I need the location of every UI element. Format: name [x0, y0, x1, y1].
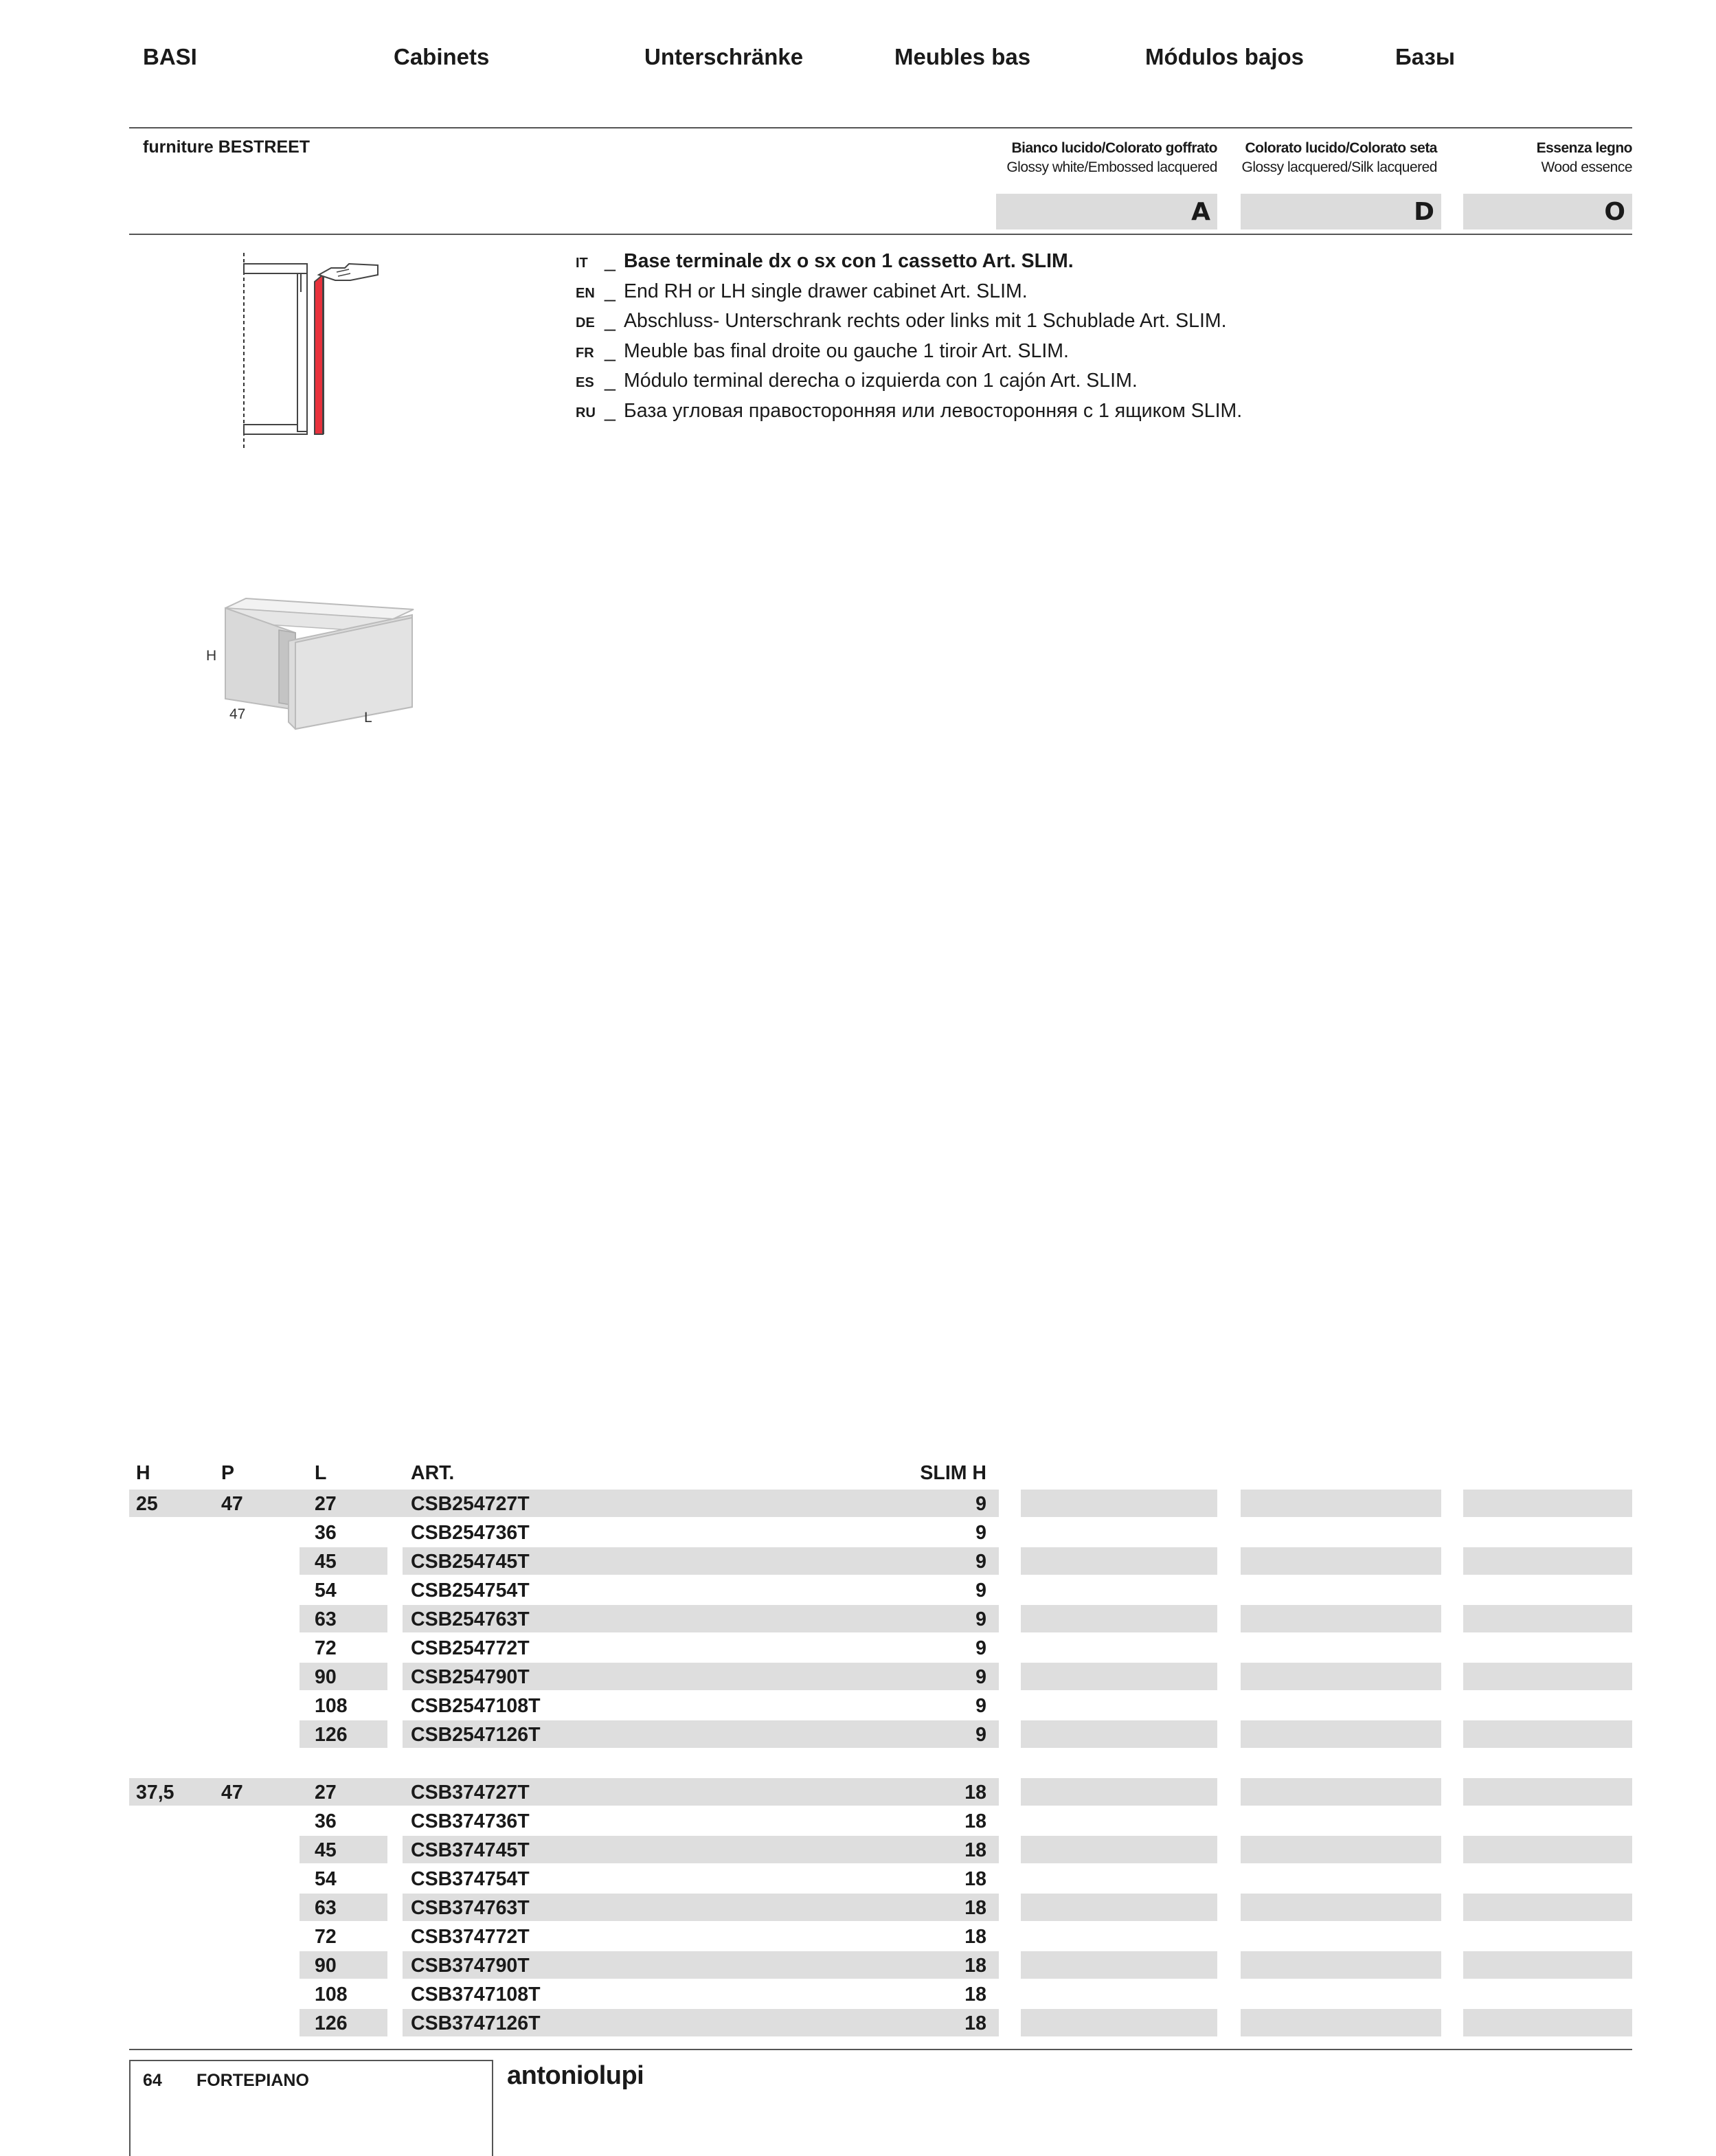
finish-o-en: Wood essence: [1541, 159, 1632, 175]
lang-code-ru: RU: [576, 405, 596, 420]
cell-slim-h: 9: [975, 1695, 986, 1717]
finish-price-cell: [1463, 1951, 1632, 1979]
category-cabinets: Cabinets: [394, 44, 490, 69]
cell-l: 36: [315, 1810, 337, 1832]
footer-box: [129, 2060, 493, 2156]
finish-d-label: [1241, 139, 1437, 177]
cell-slim-h: 9: [975, 1522, 986, 1544]
table-row: [0, 1576, 1716, 1604]
table-row: [0, 1605, 1716, 1632]
description-text-it: Base terminale dx o sx con 1 cassetto Art. SLIM.: [624, 250, 1074, 272]
table-row: [0, 1663, 1716, 1690]
page-number: 64: [143, 2071, 162, 2090]
footer-divider: [129, 2049, 1632, 2050]
table-header-h: H: [136, 1462, 150, 1484]
finish-code-d: D: [1241, 194, 1441, 229]
cell-art: CSB254790T: [411, 1666, 530, 1688]
cell-slim-h: 18: [964, 1810, 986, 1832]
cell-art: CSB254772T: [411, 1637, 530, 1659]
finish-price-cell: [1463, 1720, 1632, 1748]
dimension-label-l: L: [364, 710, 372, 726]
finish-price-cell: [1241, 2009, 1441, 2036]
separator: _: [605, 339, 616, 362]
table-row: [0, 1836, 1716, 1863]
lang-code-de: DE: [576, 315, 595, 330]
cell-art: CSB254763T: [411, 1608, 530, 1630]
cell-slim-h: 18: [964, 1782, 986, 1804]
description-de: [576, 307, 1242, 337]
description-en: [576, 278, 1242, 308]
lang-code-it: IT: [576, 256, 588, 271]
cell-slim-h: 9: [975, 1608, 986, 1630]
cell-l: 54: [315, 1580, 337, 1602]
cell-art: CSB2547126T: [411, 1724, 541, 1746]
category-unterschranke: Unterschränke: [644, 44, 804, 69]
cell-art: CSB254736T: [411, 1522, 530, 1544]
finish-code-o: O: [1463, 194, 1632, 229]
cell-p: 47: [221, 1493, 243, 1515]
finish-price-cell: [1021, 1720, 1217, 1748]
separator: _: [605, 370, 616, 392]
finish-price-cell: [1241, 1663, 1441, 1690]
description-text-fr: Meuble bas final droite ou gauche 1 tiroir Art. SLIM.: [624, 339, 1069, 362]
cell-h: 37,5: [136, 1782, 174, 1804]
separator: _: [605, 310, 616, 332]
cell-l: 63: [315, 1608, 337, 1630]
cell-art: CSB374754T: [411, 1868, 530, 1890]
cabinet-section-diagram: [234, 247, 392, 453]
table-row: [0, 1692, 1716, 1719]
cell-slim-h: 9: [975, 1580, 986, 1602]
finish-price-cell: [1021, 1605, 1217, 1632]
row-shade: [300, 1894, 387, 1921]
cell-art: CSB374772T: [411, 1926, 530, 1948]
cell-art: CSB374736T: [411, 1810, 530, 1832]
separator: _: [605, 250, 616, 272]
finish-price-cell: [1463, 1836, 1632, 1863]
cell-l: 126: [315, 1724, 348, 1746]
finish-price-cell: [1463, 1547, 1632, 1575]
table-row: [0, 1720, 1716, 1748]
cell-art: CSB374790T: [411, 1955, 530, 1977]
cell-art: CSB374763T: [411, 1897, 530, 1919]
table-row: [0, 1980, 1716, 2008]
cell-slim-h: 9: [975, 1637, 986, 1659]
cell-art: CSB254745T: [411, 1551, 530, 1573]
cell-l: 45: [315, 1551, 337, 1573]
cell-l: 27: [315, 1493, 337, 1515]
finish-price-cell: [1463, 1778, 1632, 1806]
table-header-l: L: [315, 1462, 327, 1484]
finish-price-cell: [1463, 1663, 1632, 1690]
table-header-art: ART.: [411, 1462, 455, 1484]
cell-slim-h: 18: [964, 1926, 986, 1948]
finish-d-en: Glossy lacquered/Silk lacquered: [1241, 159, 1437, 175]
cell-slim-h: 18: [964, 1984, 986, 2006]
brand-logo: antoniolupi: [507, 2061, 644, 2090]
finish-price-cell: [1021, 1951, 1217, 1979]
cell-slim-h: 18: [964, 1897, 986, 1919]
finish-price-cell: [1241, 1490, 1441, 1517]
row-shade: [300, 1836, 387, 1863]
table-row: [0, 1807, 1716, 1834]
table-header-p: P: [221, 1462, 235, 1484]
cell-art: CSB374727T: [411, 1782, 530, 1804]
header-divider: [129, 127, 1632, 128]
description-text-es: Módulo terminal derecha o izquierda con 1 cajón Art. SLIM.: [624, 370, 1138, 392]
row-shade: [129, 1778, 999, 1806]
row-shade: [300, 1663, 387, 1690]
finish-price-cell: [1021, 2009, 1217, 2036]
description-fr: [576, 337, 1242, 368]
finish-a-en: Glossy white/Embossed lacquered: [1006, 159, 1217, 175]
table-row: [0, 1634, 1716, 1661]
category-meubles-bas: Meubles bas: [894, 44, 1031, 69]
cell-l: 108: [315, 1984, 348, 2006]
table-row: [0, 2009, 1716, 2036]
finish-price-cell: [1463, 2009, 1632, 2036]
cell-slim-h: 18: [964, 2012, 986, 2034]
finish-price-cell: [1463, 1605, 1632, 1632]
finish-price-cell: [1241, 1951, 1441, 1979]
cell-l: 54: [315, 1868, 337, 1890]
cell-art: CSB2547108T: [411, 1695, 541, 1717]
cell-l: 126: [315, 2012, 348, 2034]
cell-slim-h: 9: [975, 1666, 986, 1688]
dimension-label-depth: 47: [229, 706, 246, 722]
cell-l: 90: [315, 1666, 337, 1688]
cell-l: 108: [315, 1695, 348, 1717]
cell-h: 25: [136, 1493, 158, 1515]
cell-l: 63: [315, 1897, 337, 1919]
description-it: [576, 247, 1242, 278]
table-row: [0, 1490, 1716, 1517]
cell-art: CSB254754T: [411, 1580, 530, 1602]
cell-slim-h: 18: [964, 1839, 986, 1861]
table-row: [0, 1951, 1716, 1979]
furniture-label: furniture BESTREET: [143, 137, 311, 157]
separator: _: [605, 280, 616, 302]
cell-slim-h: 9: [975, 1724, 986, 1746]
description-ru: [576, 397, 1242, 427]
table-row: [0, 1547, 1716, 1575]
row-shade: [129, 1490, 999, 1517]
description-text-de: Abschluss- Unterschrank rechts oder links mit 1 Schublade Art. SLIM.: [624, 310, 1227, 332]
finish-price-cell: [1021, 1547, 1217, 1575]
finish-price-cell: [1021, 1778, 1217, 1806]
category-modulos-bajos: Módulos bajos: [1145, 44, 1304, 69]
table-row: [0, 1894, 1716, 1921]
description-block: [576, 247, 1242, 427]
finish-a-label: [996, 139, 1217, 177]
category-bazy: Базы: [1395, 44, 1456, 69]
finish-price-cell: [1463, 1894, 1632, 1921]
finish-price-cell: [1021, 1894, 1217, 1921]
finish-price-cell: [1241, 1836, 1441, 1863]
collection-name: FORTEPIANO: [196, 2071, 309, 2090]
finish-o-label: [1463, 139, 1632, 177]
cell-l: 72: [315, 1637, 337, 1659]
section-divider: [129, 234, 1632, 235]
finish-price-cell: [1021, 1836, 1217, 1863]
cell-l: 27: [315, 1782, 337, 1804]
table-row: [0, 1778, 1716, 1806]
row-shade: [300, 1951, 387, 1979]
separator: _: [605, 399, 616, 422]
description-es: [576, 367, 1242, 397]
finish-price-cell: [1241, 1894, 1441, 1921]
cell-l: 72: [315, 1926, 337, 1948]
finish-price-cell: [1463, 1490, 1632, 1517]
cabinet-product-drawing: [192, 587, 426, 735]
cell-art: CSB3747108T: [411, 1984, 541, 2006]
table-row: [0, 1518, 1716, 1546]
finish-o-it: Essenza legno: [1536, 140, 1632, 156]
table-row: [0, 1865, 1716, 1892]
cell-l: 90: [315, 1955, 337, 1977]
lang-code-fr: FR: [576, 345, 594, 361]
lang-code-en: EN: [576, 285, 595, 301]
finish-price-cell: [1241, 1778, 1441, 1806]
category-basi: BASI: [143, 44, 197, 69]
finish-code-a: A: [996, 194, 1217, 229]
finish-d-it: Colorato lucido/Colorato seta: [1245, 140, 1437, 156]
finish-price-cell: [1241, 1720, 1441, 1748]
cell-p: 47: [221, 1782, 243, 1804]
cell-slim-h: 18: [964, 1955, 986, 1977]
finish-a-it: Bianco lucido/Colorato goffrato: [1011, 140, 1217, 156]
finish-price-cell: [1241, 1605, 1441, 1632]
cell-art: CSB254727T: [411, 1493, 530, 1515]
lang-code-es: ES: [576, 375, 594, 390]
cell-slim-h: 18: [964, 1868, 986, 1890]
description-text-ru: База угловая правосторонняя или левосторонняя с 1 ящиком SLIM.: [624, 399, 1243, 422]
cell-art: CSB3747126T: [411, 2012, 541, 2034]
finish-price-cell: [1021, 1663, 1217, 1690]
row-shade: [300, 1547, 387, 1575]
cell-slim-h: 9: [975, 1551, 986, 1573]
dimension-label-h: H: [206, 648, 217, 664]
description-text-en: End RH or LH single drawer cabinet Art. SLIM.: [624, 280, 1028, 302]
table-row: [0, 1922, 1716, 1950]
cell-art: CSB374745T: [411, 1839, 530, 1861]
finish-price-cell: [1241, 1547, 1441, 1575]
cell-l: 45: [315, 1839, 337, 1861]
finish-price-cell: [1021, 1490, 1217, 1517]
cell-l: 36: [315, 1522, 337, 1544]
cell-slim-h: 9: [975, 1493, 986, 1515]
table-header-slim-h: SLIM H: [920, 1462, 986, 1484]
row-shade: [300, 1605, 387, 1632]
